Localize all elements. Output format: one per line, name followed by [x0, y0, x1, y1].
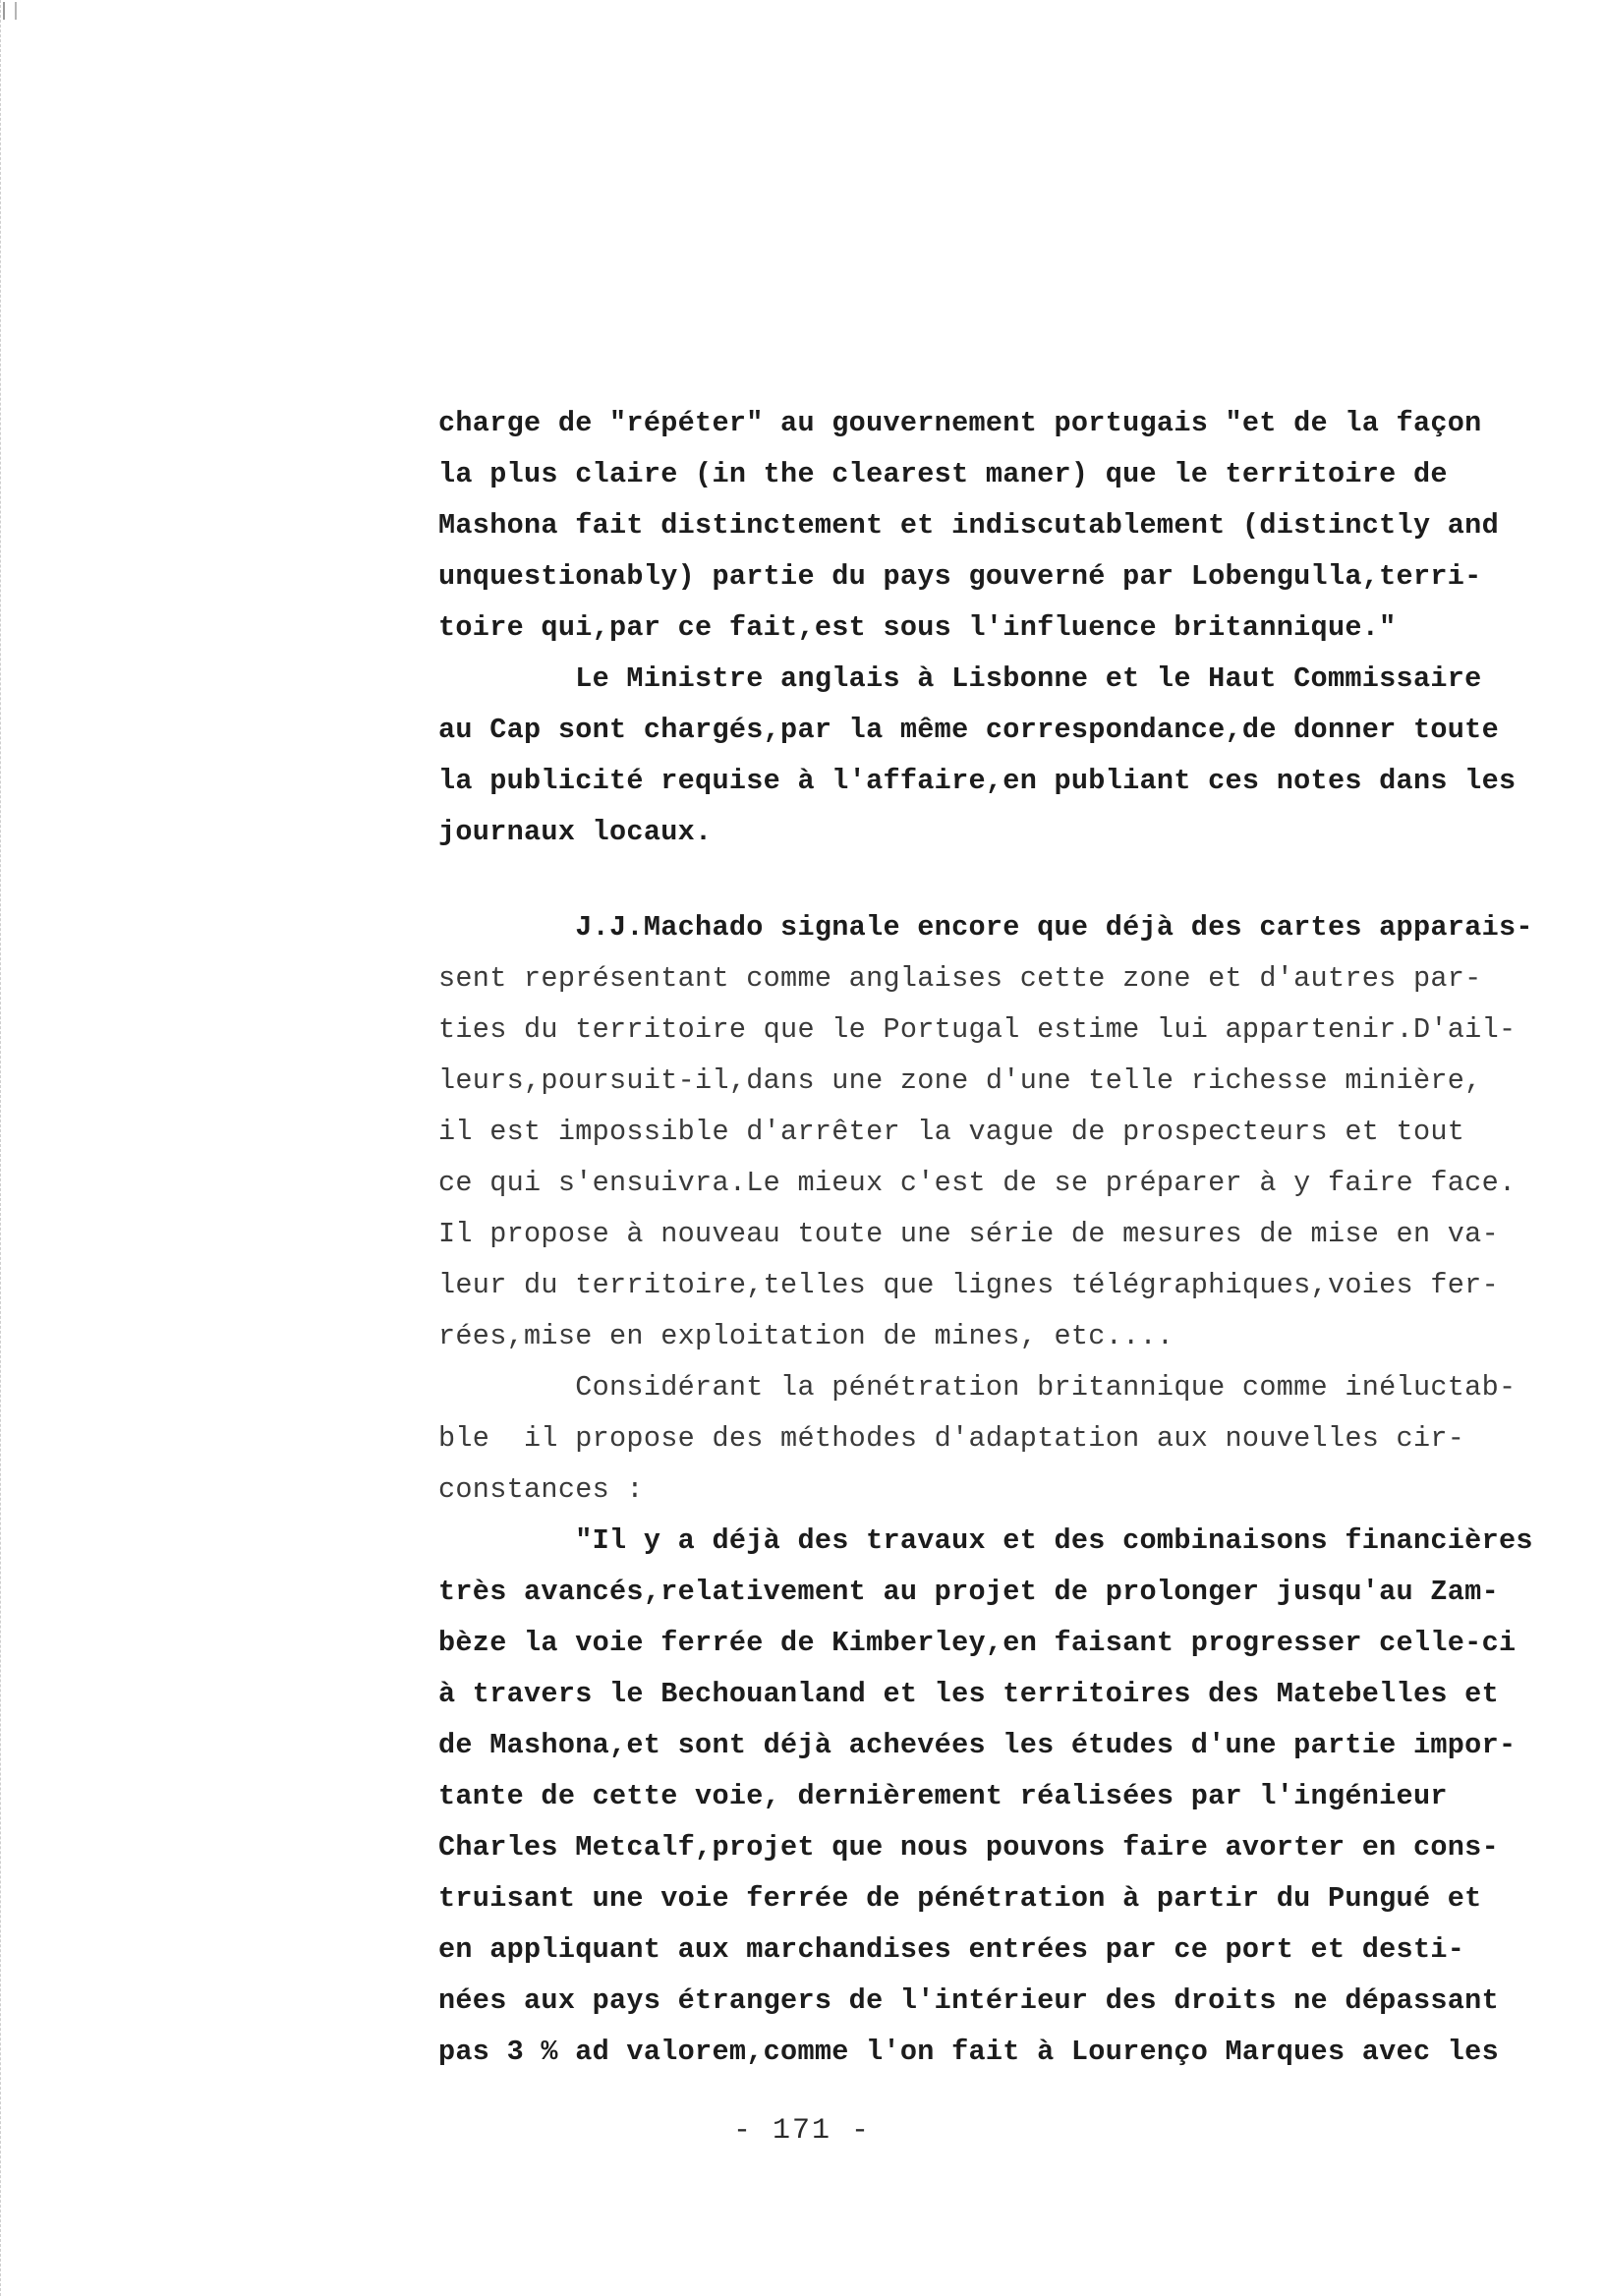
text-line: ties du territoire que le Portugal estime lui appartenir.D'ail-	[438, 1013, 1517, 1046]
text-line: Considérant la pénétration britannique comme inéluctab-	[438, 1371, 1517, 1404]
text-line: bèze la voie ferrée de Kimberley,en faisant progresser celle-ci	[438, 1627, 1517, 1659]
text-line: la plus claire (in the clearest maner) que le territoire de	[438, 458, 1448, 490]
text-line: rées,mise en exploitation de mines, etc....	[438, 1320, 1174, 1352]
paragraph-block-2	[438, 902, 1539, 2078]
text-line: de Mashona,et sont déjà achevées les études d'une partie impor-	[438, 1729, 1517, 1761]
text-line: journaux locaux.	[438, 816, 713, 848]
text-line: ce qui s'ensuivra.Le mieux c'est de se préparer à y faire face.	[438, 1167, 1517, 1199]
text-line: Le Ministre anglais à Lisbonne et le Haut Commissaire	[438, 662, 1482, 695]
text-line: nées aux pays étrangers de l'intérieur des droits ne dépassant	[438, 1984, 1499, 2017]
text-line: unquestionably) partie du pays gouverné par Lobengulla,terri-	[438, 560, 1482, 593]
text-line: truisant une voie ferrée de pénétration à partir du Pungué et	[438, 1882, 1482, 1915]
text-line: J.J.Machado signale encore que déjà des cartes apparais-	[438, 911, 1533, 944]
paragraph-gap	[438, 858, 1539, 902]
text-line: Il propose à nouveau toute une série de mesures de mise en va-	[438, 1218, 1499, 1250]
text-line: la publicité requise à l'affaire,en publiant ces notes dans les	[438, 765, 1517, 797]
text-line: très avancés,relativement au projet de prolonger jusqu'au Zam-	[438, 1576, 1499, 1608]
text-line: "Il y a déjà des travaux et des combinaisons financières	[438, 1524, 1533, 1557]
text-line: Charles Metcalf,projet que nous pouvons faire avorter en cons-	[438, 1831, 1499, 1864]
body-text	[438, 398, 1539, 2078]
text-line: leurs,poursuit-il,dans une zone d'une telle richesse minière,	[438, 1064, 1482, 1097]
text-line: leur du territoire,telles que lignes télégraphiques,voies fer-	[438, 1269, 1499, 1301]
text-line: à travers le Bechouanland et les territoires des Matebelles et	[438, 1678, 1499, 1710]
paragraph-block-1	[438, 398, 1539, 858]
text-line: au Cap sont chargés,par la même correspondance,de donner toute	[438, 714, 1499, 746]
text-line: ble il propose des méthodes d'adaptation aux nouvelles cir-	[438, 1422, 1465, 1455]
text-line: Mashona fait distinctement et indiscutablement (distinctly and	[438, 509, 1499, 542]
scan-edge	[0, 0, 7, 2296]
text-line: il est impossible d'arrêter la vague de prospecteurs et tout	[438, 1116, 1465, 1148]
page-number: - 171 -	[732, 2114, 872, 2148]
text-line: charge de "répéter" au gouvernement portugais "et de la façon	[438, 407, 1482, 439]
text-line: constances :	[438, 1473, 644, 1506]
text-line: tante de cette voie, dernièrement réalisées par l'ingénieur	[438, 1780, 1448, 1812]
scan-mark	[3, 2, 17, 20]
text-line: toire qui,par ce fait,est sous l'influence britannique."	[438, 611, 1397, 644]
text-line: sent représentant comme anglaises cette zone et d'autres par-	[438, 962, 1482, 995]
text-line: pas 3 % ad valorem,comme l'on fait à Lourenço Marques avec les	[438, 2036, 1499, 2068]
text-line: en appliquant aux marchandises entrées par ce port et desti-	[438, 1933, 1465, 1966]
